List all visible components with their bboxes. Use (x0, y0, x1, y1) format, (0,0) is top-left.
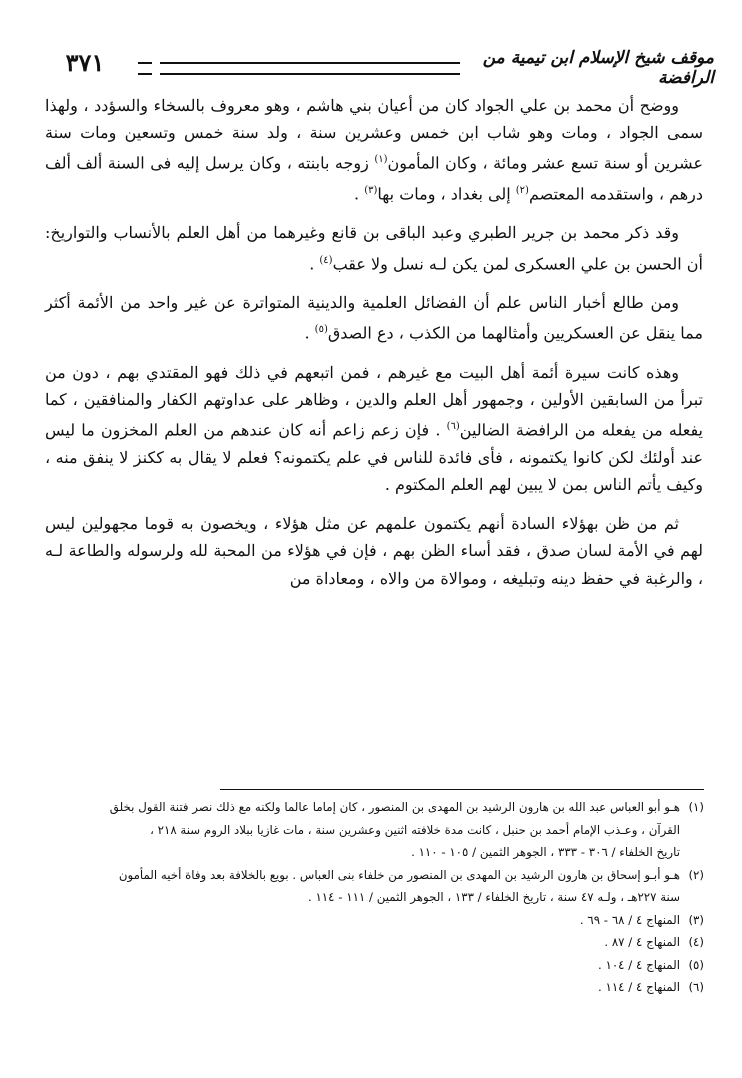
paragraph: وقد ذكر محمد بن جرير الطبري وعبد الباقى بن قانع وغيرهما من أهل العلم بالأنساب والتواريخ: أن الحسن بن علي العسكرى لمن يكن لـه نسل ولا عقب$^{(٤)}$ . (45, 223, 703, 273)
footnote-ref[interactable]: (٣) (364, 184, 378, 196)
footnote-ref[interactable]: (٤) (319, 254, 333, 266)
footnote: (٥)المنهاج ٤ / ١٠٤ . (45, 954, 704, 977)
footnotes (45, 796, 704, 999)
footnote-line: سنة ٢٢٧هـ ، ولـه ٤٧ سنة ، تاريخ الخلفاء / ١٣٣ ، الجوهر الثمين / ١١١ - ١١٤ . (307, 890, 680, 904)
footnote-ref[interactable]: (١) (374, 154, 388, 166)
footnote-ref[interactable]: (٢) (515, 184, 529, 196)
page-header (30, 48, 714, 88)
footnote-number: (٣) (688, 912, 704, 927)
page-number: ٣٧١ (65, 48, 105, 77)
header-rule-long (160, 62, 460, 75)
footnote: (١)هـو أبو العباس عبد الله بن هارون الرشيد بن المهدى بن المنصور ، كان إماما عالما ولكنه مع ذلك نصر فتنة القول بخلق (45, 796, 704, 819)
footnote-number: (٦) (688, 980, 704, 994)
header-rule-short (138, 62, 152, 75)
paragraph: وهذه كانت سيرة أئمة أهل البيت مع غيرهم ، فمن اتبعهم في ذلك فهو المقتدي بهم ، دون من تبرأ من السابقين الأولين ، وجمهور أهل العلم والدين ، وظاهر على عداوتهم الكفار والمنافقين ، كما يفعله من يفعله من الرافضة الضالين$^{(٦)}$ . فإن زعم زاعم أنه كان عندهم من العلم المخزون ما ليس عند أولئك لكن كانوا يكتمونه ، فأى فائدة للناس في علم يكتمونه؟ فعلم لا يقال به ككنز لا ينفق منه ، وكيف يأتم الناس بمن لا يبين لهم العلم المكتوم . (45, 362, 704, 495)
paragraph: ومن طالع أخبار الناس علم أن الفضائل العلمية والدينية المتواترة عن غير واحد من الأئمة أكثر مما ينقل عن العسكريين وأمثالهما من الكذب ، دع الصدق$^{(٥)}$ . (45, 293, 703, 343)
running-title: موقف شيخ الإسلام ابن تيمية من الرافضة (482, 48, 714, 88)
paragraph: ثم من ظن بهؤلاء السادة أنهم يكتمون علمهم عن مثل هؤلاء ، ويخصون به قوما مجهولين ليس لهم في الأمة لسان صدق ، فقد أساء الظن بهم ، فإن في هؤلاء من المحبة لله ولرسوله والطاعة لـه ، والرغبة في حفظ دينه وتبليغه ، وموالاة من والاه ، ومعاداة من (45, 514, 703, 588)
footnote-ref[interactable]: (٥) (314, 324, 328, 336)
footnote-line: تاريخ الخلفاء / ٣٠٦ - ٣٣٣ ، الجوهر الثمين / ١٠٥ - ١١٠ . (411, 845, 680, 859)
paragraph: ووضح أن محمد بن علي الجواد كان من أعيان بني هاشم ، وهو معروف بالسخاء والسؤدد ، ولهذا سمى الجواد ، ومات وهو شاب ابن خمس وعشرين سنة ، ولد سنة خمس وتسعين ومات سنة عشرين أو سنة تسع عشر ومائة ، وكان المأمون$^{(١)}$ زوجه بابنته ، وكان يرسل إليه فى السنة ألف ألف درهم ، واستقدمه المعتصم$^{(٢)}$ إلى بغداد ، ومات بها$^{(٣)}$ . (45, 96, 704, 204)
footnote: (٦)المنهاج ٤ / ١١٤ . (45, 976, 704, 999)
footnote-line: القرآن ، وعـذب الإمام أحمد بن حنبل ، كانت مدة خلافته اثنين وعشرين سنة ، مات غازيا ببلاد الروم سنة ٢١٨ ، (150, 822, 680, 837)
footnote-ref[interactable]: (٦) (446, 421, 460, 433)
main-text (45, 92, 703, 604)
footnote: (٤)المنهاج ٤ / ٨٧ . (45, 931, 704, 954)
footnote-number: (٤) (688, 935, 704, 949)
footnote-divider (220, 789, 704, 790)
footnote: (٣)المنهاج ٤ / ٦٨ - ٦٩ . (45, 909, 704, 932)
footnote-number: (٢) (688, 867, 704, 882)
footnote-number: (٥) (688, 957, 704, 972)
footnote: (٢)هـو أبـو إسحاق بن هارون الرشيد بن المهدى بن المنصور من خلفاء بنى العباس . بويع بالخلافة بعد وفاة أخيه المأمون (45, 864, 704, 887)
footnote-number: (١) (688, 800, 704, 814)
